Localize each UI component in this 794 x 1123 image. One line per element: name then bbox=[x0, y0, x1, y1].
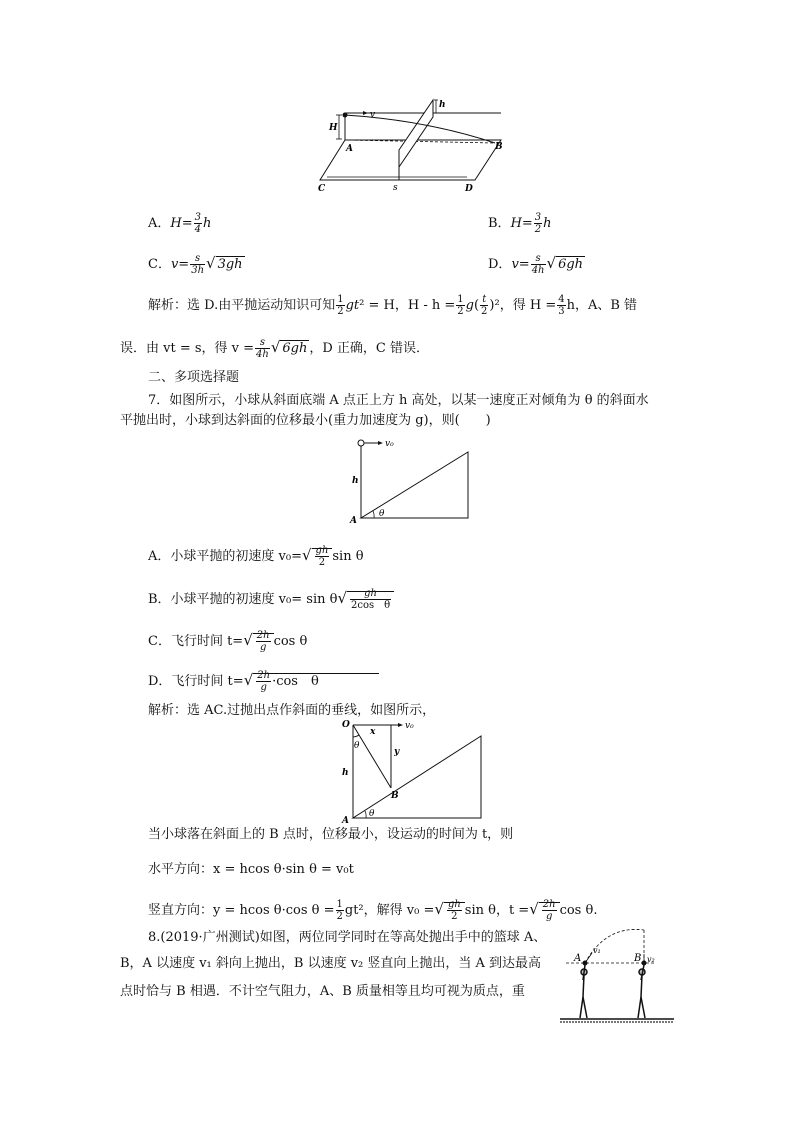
q6-option-a bbox=[148, 212, 211, 235]
q7-solution-line4: 竖直方向：y = hcos θ·cos θ = $\frac{1}{2}$ gt²，解得 v₀ =√ $\frac{gh}{2}$ sin θ，t =√ $\frac{2h}{g}$ cos θ. bbox=[148, 899, 598, 922]
q6-option-d bbox=[488, 253, 585, 276]
q7-solution-line3: 水平方向：x = hcos θ·sin θ = v₀t bbox=[148, 862, 354, 877]
q7-option-c: C．飞行时间 t=√ $\frac{2h}{g}$ cos θ bbox=[148, 630, 308, 653]
q6-option-b bbox=[488, 212, 552, 235]
fig-label-D: D bbox=[465, 184, 473, 194]
option-label: D． bbox=[488, 257, 512, 272]
fig-label-C: C bbox=[318, 184, 326, 194]
section-heading: 二、多项选择题 bbox=[148, 370, 240, 385]
fig-label-h: h bbox=[352, 476, 359, 486]
option-lhs: H= bbox=[170, 216, 193, 231]
option-label: B． bbox=[488, 216, 511, 231]
fig-label-h: h bbox=[439, 100, 446, 110]
person-a-icon bbox=[580, 965, 587, 1018]
fig-label-B: B bbox=[391, 791, 399, 801]
fig-label-A: A bbox=[574, 953, 582, 964]
radicand: 3gh bbox=[217, 257, 243, 272]
q6-option-c bbox=[148, 253, 245, 276]
figure-q7-incline bbox=[348, 435, 473, 525]
fig-label-A: A bbox=[342, 816, 349, 825]
fig-label-x: x bbox=[370, 727, 376, 737]
fig-label-theta-bottom: θ bbox=[369, 809, 375, 819]
option-lhs: H= bbox=[510, 216, 533, 231]
fig-label-v0: v₀ bbox=[385, 439, 394, 449]
q6-solution-line1: 解析：选 D.由平抛运动知识可知 $\frac{1}{2}$ gt² = H，H - h = $\frac{1}{2}$ g( $\frac{t}{2}$ )²，得 H = $\frac{4}{3}$ h，A、B 错 bbox=[148, 294, 638, 317]
q7-solution-line1: 解析：选 AC.过抛出点作斜面的垂线，如图所示， bbox=[148, 703, 436, 718]
q7-option-d: D．飞行时间 t=√ $\frac{2h}{g}$ ·cos θ bbox=[148, 670, 379, 693]
radicand: 6gh bbox=[558, 257, 584, 272]
fraction: $\frac{t}{2}$ bbox=[481, 294, 488, 317]
q7-option-a: A．小球平抛的初速度 v₀=√ $\frac{gh}{2}$ sin θ bbox=[148, 545, 364, 568]
figure-q7-solution bbox=[336, 717, 486, 825]
fraction: $\frac{1}{2}$ bbox=[337, 294, 344, 317]
fig-label-s: s bbox=[393, 183, 398, 193]
fig-label-B: B bbox=[634, 953, 642, 964]
fig-label-B: B bbox=[495, 142, 503, 152]
q8-line1: 8.(2019·广州测试)如图，两位同学同时在等高处抛出手中的篮球 A、 bbox=[148, 930, 547, 945]
q7-stem-line1: 7．如图所示，小球从斜面底端 A 点正上方 h 高处，以某一速度正对倾角为 θ 的斜面水 bbox=[148, 393, 649, 408]
q6-solution-line2: 误．由 vt = s，得 v = $\frac{s}{4h}$ √ 6gh ，D 正确，C 错误． bbox=[120, 337, 430, 360]
fraction: $\frac{3}{2}$ bbox=[534, 212, 542, 235]
fraction: $\frac{s}{4h}$ bbox=[256, 337, 269, 360]
q7-option-b: B．小球平抛的初速度 v₀= sin θ√ $\frac{gh}{\text{2cos θ}}$ bbox=[148, 588, 394, 611]
q7-solution-line2: 当小球落在斜面上的 B 点时，位移最小，设运动的时间为 t，则 bbox=[148, 827, 514, 842]
option-tail: h bbox=[543, 216, 552, 231]
fig-label-v: v bbox=[370, 110, 376, 120]
option-label: C． bbox=[148, 257, 171, 272]
fraction: $\frac{4}{3}$ bbox=[558, 294, 565, 317]
radical-sign: √ bbox=[206, 254, 216, 272]
fig-label-theta-top: θ bbox=[354, 741, 360, 751]
fig-label-theta: θ bbox=[379, 509, 385, 519]
option-tail: h bbox=[203, 216, 212, 231]
fig-label-H: H bbox=[329, 123, 338, 133]
fig-label-O: O bbox=[342, 720, 350, 730]
person-b-icon bbox=[638, 965, 645, 1018]
fig-label-v2: v₂ bbox=[647, 955, 655, 964]
option-lhs: v= bbox=[170, 257, 190, 272]
fig-label-h: h bbox=[342, 768, 349, 778]
fraction: $\frac{3}{4}$ bbox=[194, 212, 201, 235]
figure-q6-projectile-plane bbox=[315, 95, 505, 195]
q8-line3: 点时恰与 B 相遇．不计空气阻力，A、B 质量相等且均可视为质点，重 bbox=[120, 984, 525, 999]
fig-label-v1: v₁ bbox=[593, 946, 601, 955]
radical-sign: √ bbox=[546, 254, 557, 272]
q8-line2: B，A 以速度 v₁ 斜向上抛出，B 以速度 v₂ 竖直向上抛出，当 A 到达最高 bbox=[120, 956, 542, 971]
q7-stem-line2: 平抛出时，小球到达斜面的位移最小(重力加速度为 g)，则( ) bbox=[120, 413, 491, 428]
option-lhs: v= bbox=[511, 257, 530, 272]
fraction: $\frac{s}{4h}$ bbox=[531, 253, 545, 276]
fraction: $\frac{1}{2}$ bbox=[457, 294, 464, 317]
fig-label-A: A bbox=[350, 516, 357, 525]
fig-label-y: y bbox=[394, 747, 400, 757]
figure-q8-basketball bbox=[556, 920, 678, 1026]
fraction: $\frac{s}{3h}$ bbox=[191, 253, 205, 276]
fig-label-A: A bbox=[346, 144, 353, 154]
option-label: A． bbox=[148, 216, 171, 231]
fig-label-v0: v₀ bbox=[405, 721, 414, 731]
